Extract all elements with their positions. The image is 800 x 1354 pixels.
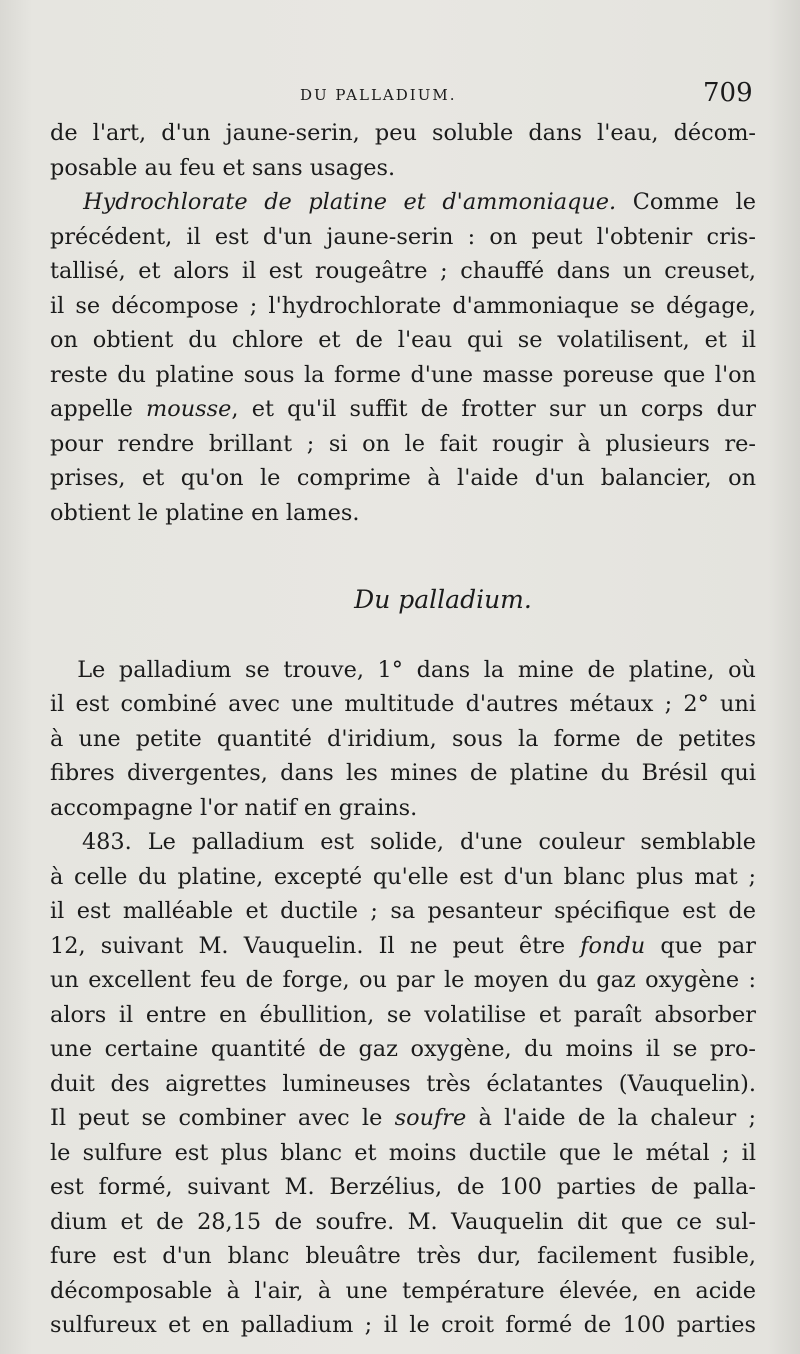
- text-line: une certaine quantité de gaz oxygène, du moins il se pro-: [50, 1036, 756, 1062]
- text-line: précédent, il est d'un jaune-serin : on peut l'obtenir cris-: [50, 223, 756, 250]
- text-line: pour rendre brillant ; si on le fait rougir à plusieurs re-: [50, 430, 756, 457]
- section-title: Du palladium.: [354, 584, 532, 614]
- spacer: [50, 634, 756, 653]
- text-line: décomposable à l'air, à une température élevée, en acide: [50, 1277, 756, 1304]
- paragraph-heading: Hydrochlorate de platine et d'ammoniaque.: [83, 189, 617, 215]
- text-line: sulfureux et en palladium ; il le croit formé de 100 parties: [50, 1312, 756, 1338]
- text-line: accompagne l'or natif en grains.: [50, 794, 418, 821]
- text-line: fure est d'un blanc bleuâtre très dur, facilement fusible,: [50, 1243, 756, 1269]
- text-line: reste du platine sous la forme d'une masse poreuse que l'on: [50, 361, 756, 388]
- text-line: [50, 185, 756, 220]
- text-line: dium et de 28,15 de soufre. M. Vauquelin dit que ce sul-: [50, 1208, 756, 1235]
- italic-term: mousse: [146, 396, 232, 422]
- text-line: on obtient du chlore et de l'eau qui se volatilisent, et il: [50, 327, 756, 353]
- text-line: à une petite quantité d'iridium, sous la forme de petites: [50, 725, 756, 752]
- text-line: le sulfure est plus blanc et moins ductile que le métal ; il: [50, 1139, 756, 1166]
- text-fragment: Comme le: [632, 189, 756, 215]
- text-fragment: Le palladium se trouve, 1° dans la mine de platine, où: [77, 656, 756, 683]
- text-line: duit des aigrettes lumineuses très éclatantes (Vauquelin).: [50, 1070, 756, 1097]
- italic-term: soufre: [394, 1105, 467, 1131]
- text-line: alors il entre en ébullition, se volatilise et paraît absorber: [50, 1001, 756, 1028]
- text-line: [50, 392, 756, 427]
- text-line: est formé, suivant M. Berzélius, de 100 parties de palla-: [50, 1174, 756, 1200]
- text-line: prises, et qu'on le comprime à l'aide d'un balancier, on: [50, 465, 756, 491]
- text-line: [50, 929, 756, 964]
- text-fragment: 483. Le palladium est solide, d'une couleur semblable: [81, 829, 756, 855]
- text-line: [50, 825, 756, 860]
- text-line: obtient le platine en lames.: [50, 499, 360, 526]
- text-fragment: appelle: [50, 396, 133, 422]
- spacer: [50, 530, 756, 565]
- text-fragment: Il peut se combiner avec le: [50, 1105, 383, 1131]
- text-line: [50, 653, 756, 688]
- text-fragment: 12, suivant M. Vauquelin. Il ne peut être: [50, 932, 566, 959]
- text-line: posable au feu et sans usages.: [50, 154, 396, 181]
- text-line: de l'art, d'un jaune-serin, peu soluble dans l'eau, décom-: [50, 120, 756, 146]
- italic-term: fondu: [580, 932, 646, 959]
- page-number: 709: [703, 78, 753, 108]
- text-line: [50, 1101, 756, 1136]
- text-line: un excellent feu de forge, ou par le moyen du gaz oxygène :: [50, 967, 756, 993]
- text-line: il se décompose ; l'hydrochlorate d'ammoniaque se dégage,: [50, 292, 756, 319]
- text-fragment: , et qu'il suffit de frotter sur un corps dur: [231, 396, 756, 422]
- body-text: [50, 116, 756, 1343]
- text-line: tallisé, et alors il est rougeâtre ; chauffé dans un creuset,: [50, 258, 756, 284]
- text-line: il est combiné avec une multitude d'autres métaux ; 2° uni: [50, 691, 756, 717]
- running-head: DU PALLADIUM.: [300, 86, 457, 104]
- text-line: il est malléable et ductile ; sa pesanteur spécifique est de: [50, 898, 756, 924]
- text-line: à celle du platine, excepté qu'elle est d'un blanc plus mat ;: [50, 863, 756, 890]
- text-fragment: que par: [660, 932, 756, 959]
- text-line: fibres divergentes, dans les mines de platine du Brésil qui: [50, 760, 756, 786]
- text-fragment: à l'aide de la chaleur ;: [478, 1105, 756, 1131]
